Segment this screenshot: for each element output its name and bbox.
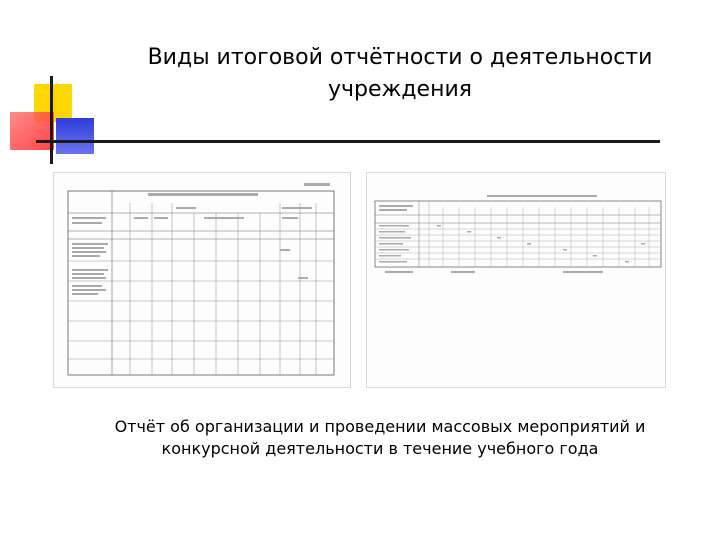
decor-vertical-rule <box>50 76 53 164</box>
report-form-scan-left <box>53 172 351 388</box>
decor-horizontal-rule <box>36 140 660 143</box>
report-form-scan-right <box>366 172 666 388</box>
decor-blue-square <box>56 118 94 154</box>
slide-caption: Отчёт об организации и проведении массовых мероприятий и конкурсной деятельности в течение учебного года <box>114 417 646 458</box>
decor-red-square <box>10 112 54 150</box>
report-form-table-left <box>54 173 350 387</box>
report-form-table-right <box>367 173 665 387</box>
slide-title: Виды итоговой отчётности о деятельности учреждения <box>147 45 653 102</box>
